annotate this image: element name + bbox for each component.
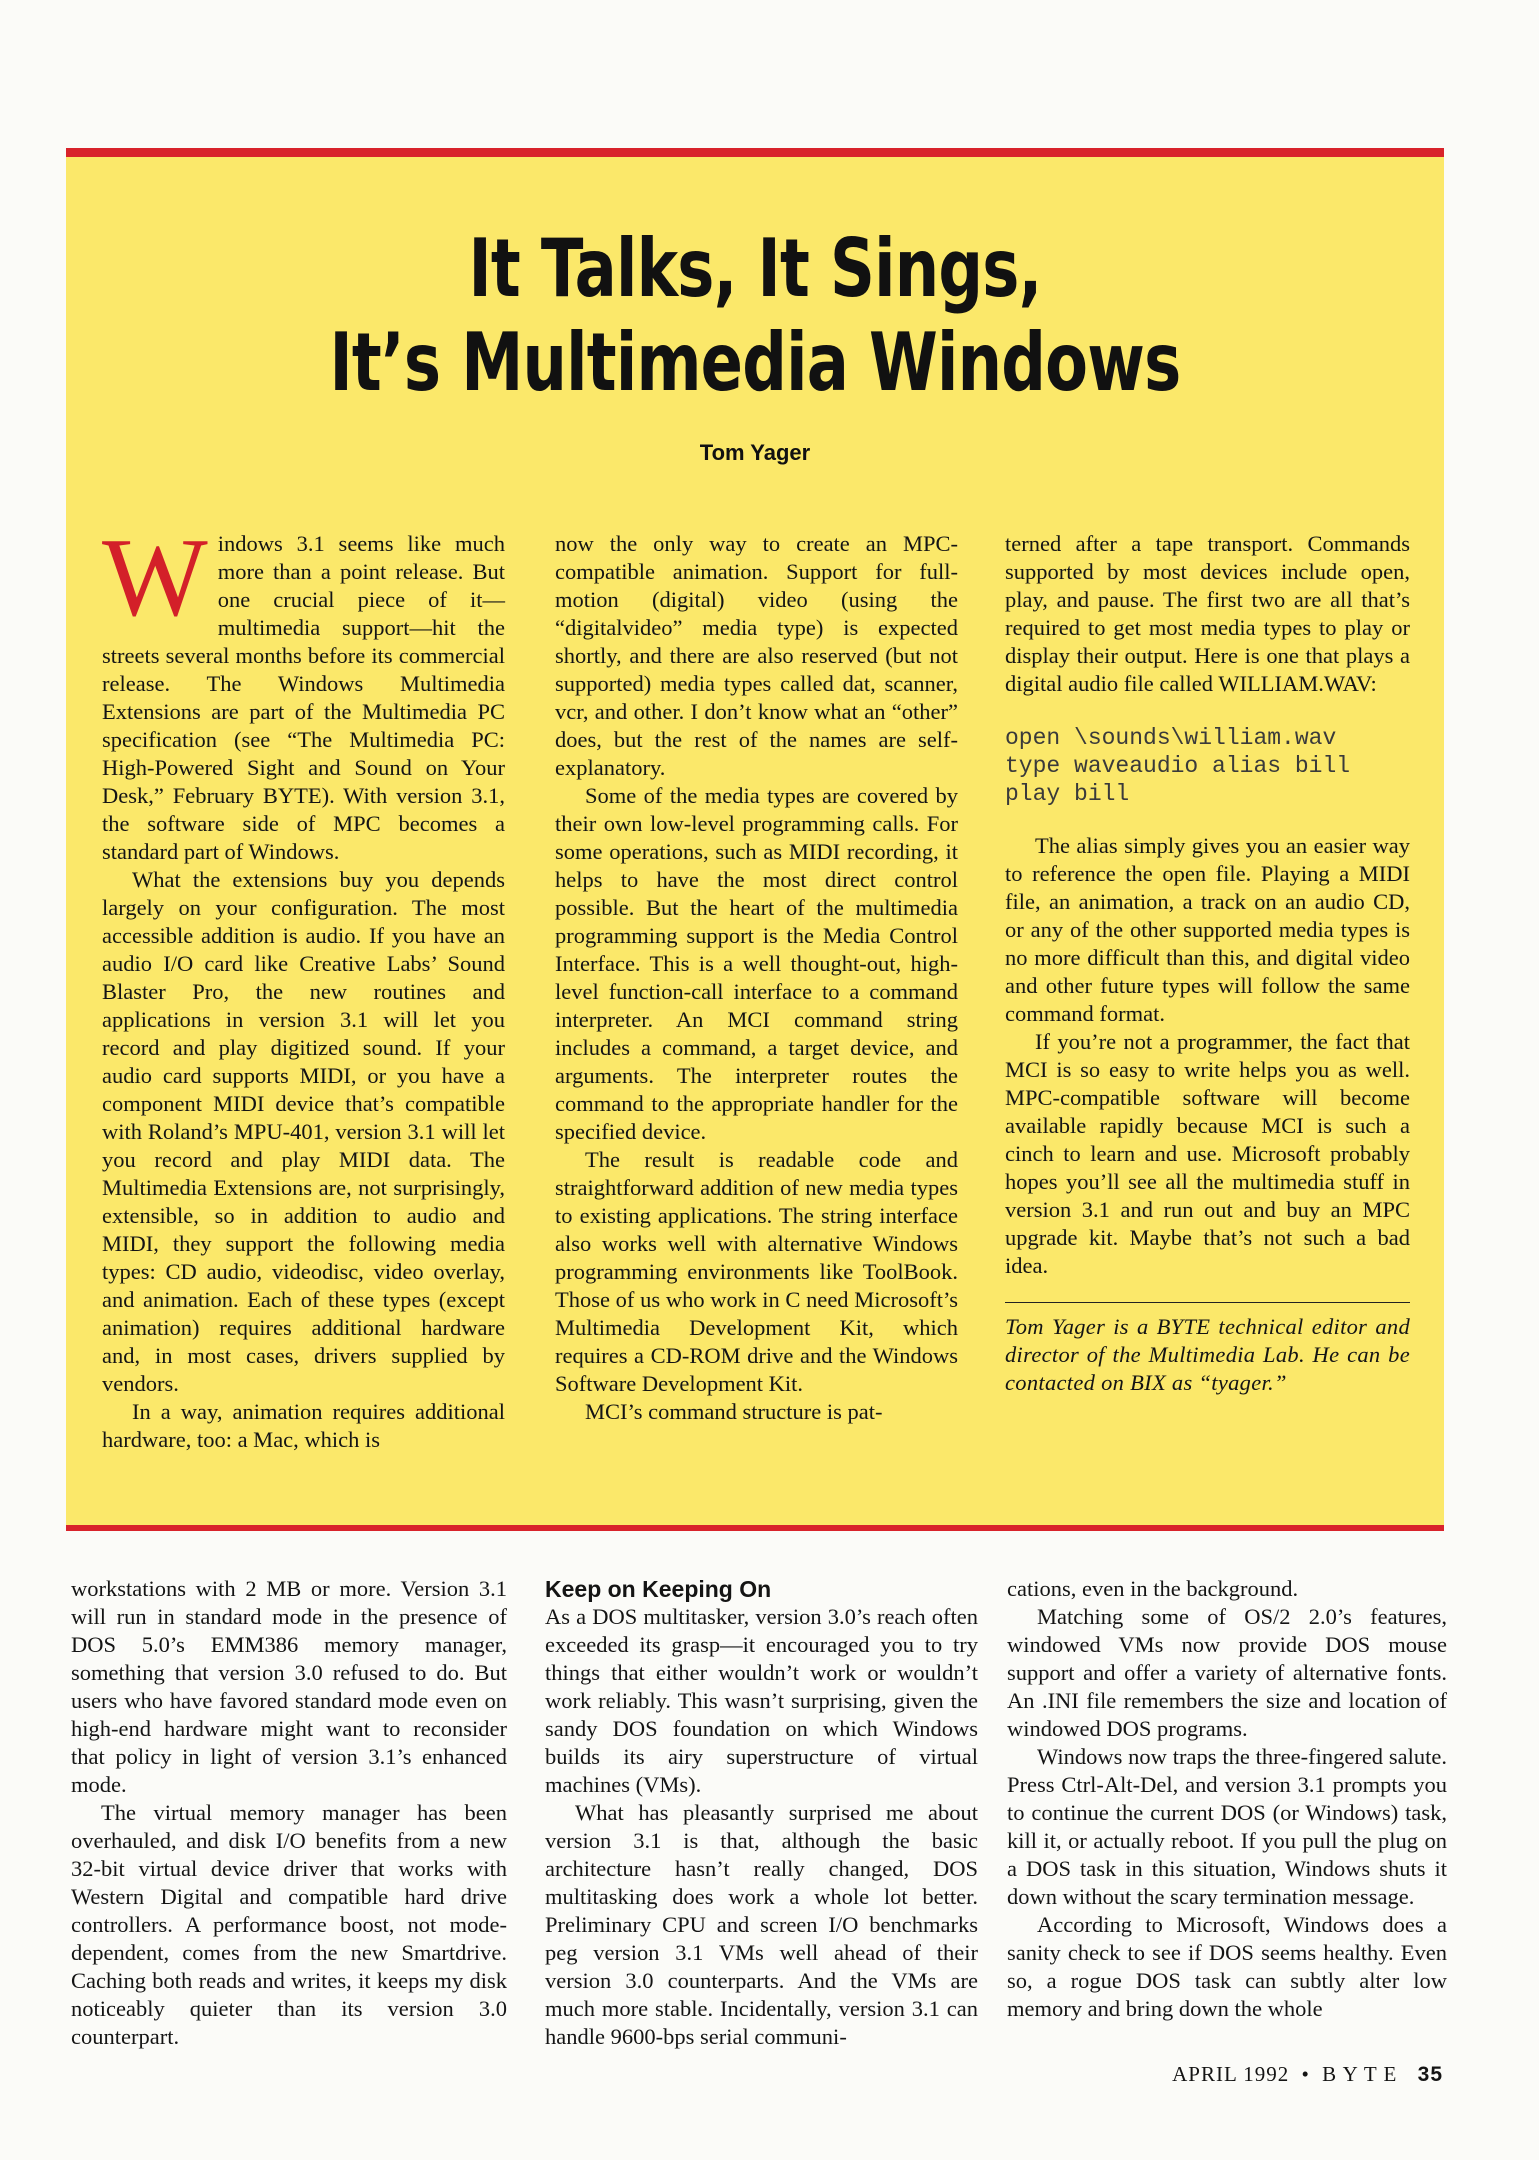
paragraph: cations, even in the background. (1007, 1576, 1299, 1601)
paragraph-text: indows 3.1 seems like much more than a point release. But one crucial piece of it—multimedia support—hit the streets several months before its commercial release. The Windows Multimedia Extensions are part of the Multimedia PC specification (see “The Multimedia PC: High-Powered Sight and Sound on Your Desk,” February BYTE). With version 3.1, the software side of MPC becomes a standard part of Windows. (102, 531, 505, 864)
title-line-1: It Talks, It Sings, (468, 222, 1042, 315)
paragraph: If you’re not a programmer, the fact that MCI is so easy to write helps you as well. MPC-compatible software will become available rapidly because MCI is such a cinch to learn and use. Microsoft probably hopes you’ll see all the multimedia stuff in version 3.1 and run out and buy an MPC upgrade kit. Maybe that’s not such a bad idea. (1005, 1029, 1410, 1278)
paragraph: The alias simply gives you an easier way to reference the open file. Playing a MIDI file, an animation, a track on an audio CD, or any of the other supported media types is no more difficult than this, and digital video and other future types will follow the same command format. (1005, 833, 1410, 1026)
main-column-3 (1007, 1575, 1447, 2023)
paragraph: What the extensions buy you depends largely on your configuration. The most accessible addition is audio. If you have an audio I/O card like Creative Labs’ Sound Blaster Pro, the new routines and applications in version 3.1 will let you record and play digitized sound. If your audio card supports MIDI, or you have a component MIDI device that’s compatible with Roland’s MPU-401, version 3.1 will let you record and play MIDI data. The Multimedia Extensions are, not surprisingly, extensible, so in addition to audio and MIDI, they support the following media types: CD audio, videodisc, video overlay, and animation. Each of these types (except animation) requires additional hardware and, in most cases, drivers supplied by vendors. (102, 867, 505, 1396)
paragraph: The result is readable code and straightforward addition of new media types to existing applications. The string interface also works well with alternative Windows programming environments like ToolBook. Those of us who work in C need Microsoft’s Multimedia Development Kit, which requires a CD-ROM drive and the Windows Software Development Kit. (555, 1147, 958, 1396)
code-sample: open \sounds\william.wav type waveaudio alias bill play bill (1005, 725, 1351, 807)
page-footer (1172, 2062, 1443, 2087)
paragraph: workstations with 2 MB or more. Version 3.1 will run in standard mode in the presence of DOS 5.0’s EMM386 memory manager, something that version 3.0 refused to do. But users who have favored standard mode even on high-end hardware might want to reconsider that policy in light of version 3.1’s enhanced mode. (71, 1576, 507, 1797)
issue-date: APRIL 1992 (1172, 2062, 1290, 2086)
paragraph: What has pleasantly surprised me about version 3.1 is that, although the basic architecture hasn’t really changed, DOS multitasking does work a whole lot better. Preliminary CPU and screen I/O benchmarks peg version 3.1 VMs well ahead of their version 3.0 counterparts. And the VMs are much more stable. Incidentally, version 3.1 can handle 9600-bps serial communi- (545, 1800, 978, 2049)
sidebar-column-3 (1005, 530, 1410, 1397)
magazine-name: B Y T E (1322, 2062, 1398, 2086)
title-line-2: It’s Multimedia Windows (329, 316, 1181, 409)
main-column-1 (71, 1575, 507, 2051)
sidebar-column-2 (555, 530, 958, 1426)
paragraph: Matching some of OS/2 2.0’s features, windowed VMs now provide DOS mouse support and offer a variety of alternative fonts. An .INI file remembers the size and location of windowed DOS programs. (1007, 1604, 1447, 1741)
paragraph: Some of the media types are covered by their own low-level programming calls. For some operations, such as MIDI recording, it helps to have the most direct control possible. But the heart of the multimedia programming support is the Media Control Interface. This is a well thought-out, high-level function-call interface to a command interpreter. An MCI command string includes a command, a target device, and arguments. The interpreter routes the command to the appropriate handler for the specified device. (555, 783, 958, 1144)
bottom-red-rule (66, 1525, 1444, 1531)
paragraph: MCI’s command structure is pat- (585, 1399, 883, 1424)
paragraph: As a DOS multitasker, version 3.0’s reach often exceeded its grasp—it encouraged you to try things that either wouldn’t work or wouldn’t work reliably. This wasn’t surprising, given the sandy DOS foundation on which Windows builds its airy superstructure of virtual machines (VMs). (545, 1604, 978, 1797)
sidebar-column-1 (102, 516, 505, 1454)
drop-cap: W (102, 516, 208, 640)
author-bio: Tom Yager is a BYTE technical editor and director of the Multimedia Lab. He can be contacted on BIX as “tyager.” (1005, 1314, 1410, 1395)
paragraph: now the only way to create an MPC-compatible animation. Support for full-motion (digital) video (using the “digitalvideo” media type) is expected shortly, and there are also reserved (but not supported) media types called dat, scanner, vcr, and other. I don’t know what an “other” does, but the rest of the names are self-explanatory. (555, 531, 958, 780)
paragraph: According to Microsoft, Windows does a sanity check to see if DOS seems healthy. Even so, a rogue DOS task can subtly alter low memory and bring down the whole (1007, 1912, 1447, 2021)
paragraph: Windows now traps the three-fingered salute. Press Ctrl-Alt-Del, and version 3.1 prompts you to continue the current DOS (or Windows) task, kill it, or actually reboot. If you pull the plug on a DOS task in this situation, Windows shuts it down without the scary termination message. (1007, 1744, 1447, 1909)
page-number: 35 (1417, 2063, 1443, 2086)
main-column-2 (545, 1575, 978, 2051)
bio-divider (1005, 1302, 1410, 1303)
author-byline: Tom Yager (699, 440, 811, 465)
article-title (218, 222, 1293, 410)
footer-separator: • (1301, 2062, 1310, 2086)
section-heading: Keep on Keeping On (545, 1576, 772, 1602)
top-red-rule (66, 148, 1444, 157)
paragraph: In a way, animation requires additional hardware, too: a Mac, which is (102, 1399, 505, 1452)
paragraph: The virtual memory manager has been overhauled, and disk I/O benefits from a new 32-bit virtual device driver that works with Western Digital and compatible hard drive controllers. A performance boost, not mode-dependent, comes from the new Smartdrive. Caching both reads and writes, it keeps my disk noticeably quieter than its version 3.0 counterpart. (71, 1800, 507, 2049)
paragraph: terned after a tape transport. Commands supported by most devices include open, play, and pause. The first two are all that’s required to get most media types to play or display their output. Here is one that plays a digital audio file called WILLIAM.WAV: (1005, 531, 1410, 696)
paragraph (102, 516, 505, 866)
